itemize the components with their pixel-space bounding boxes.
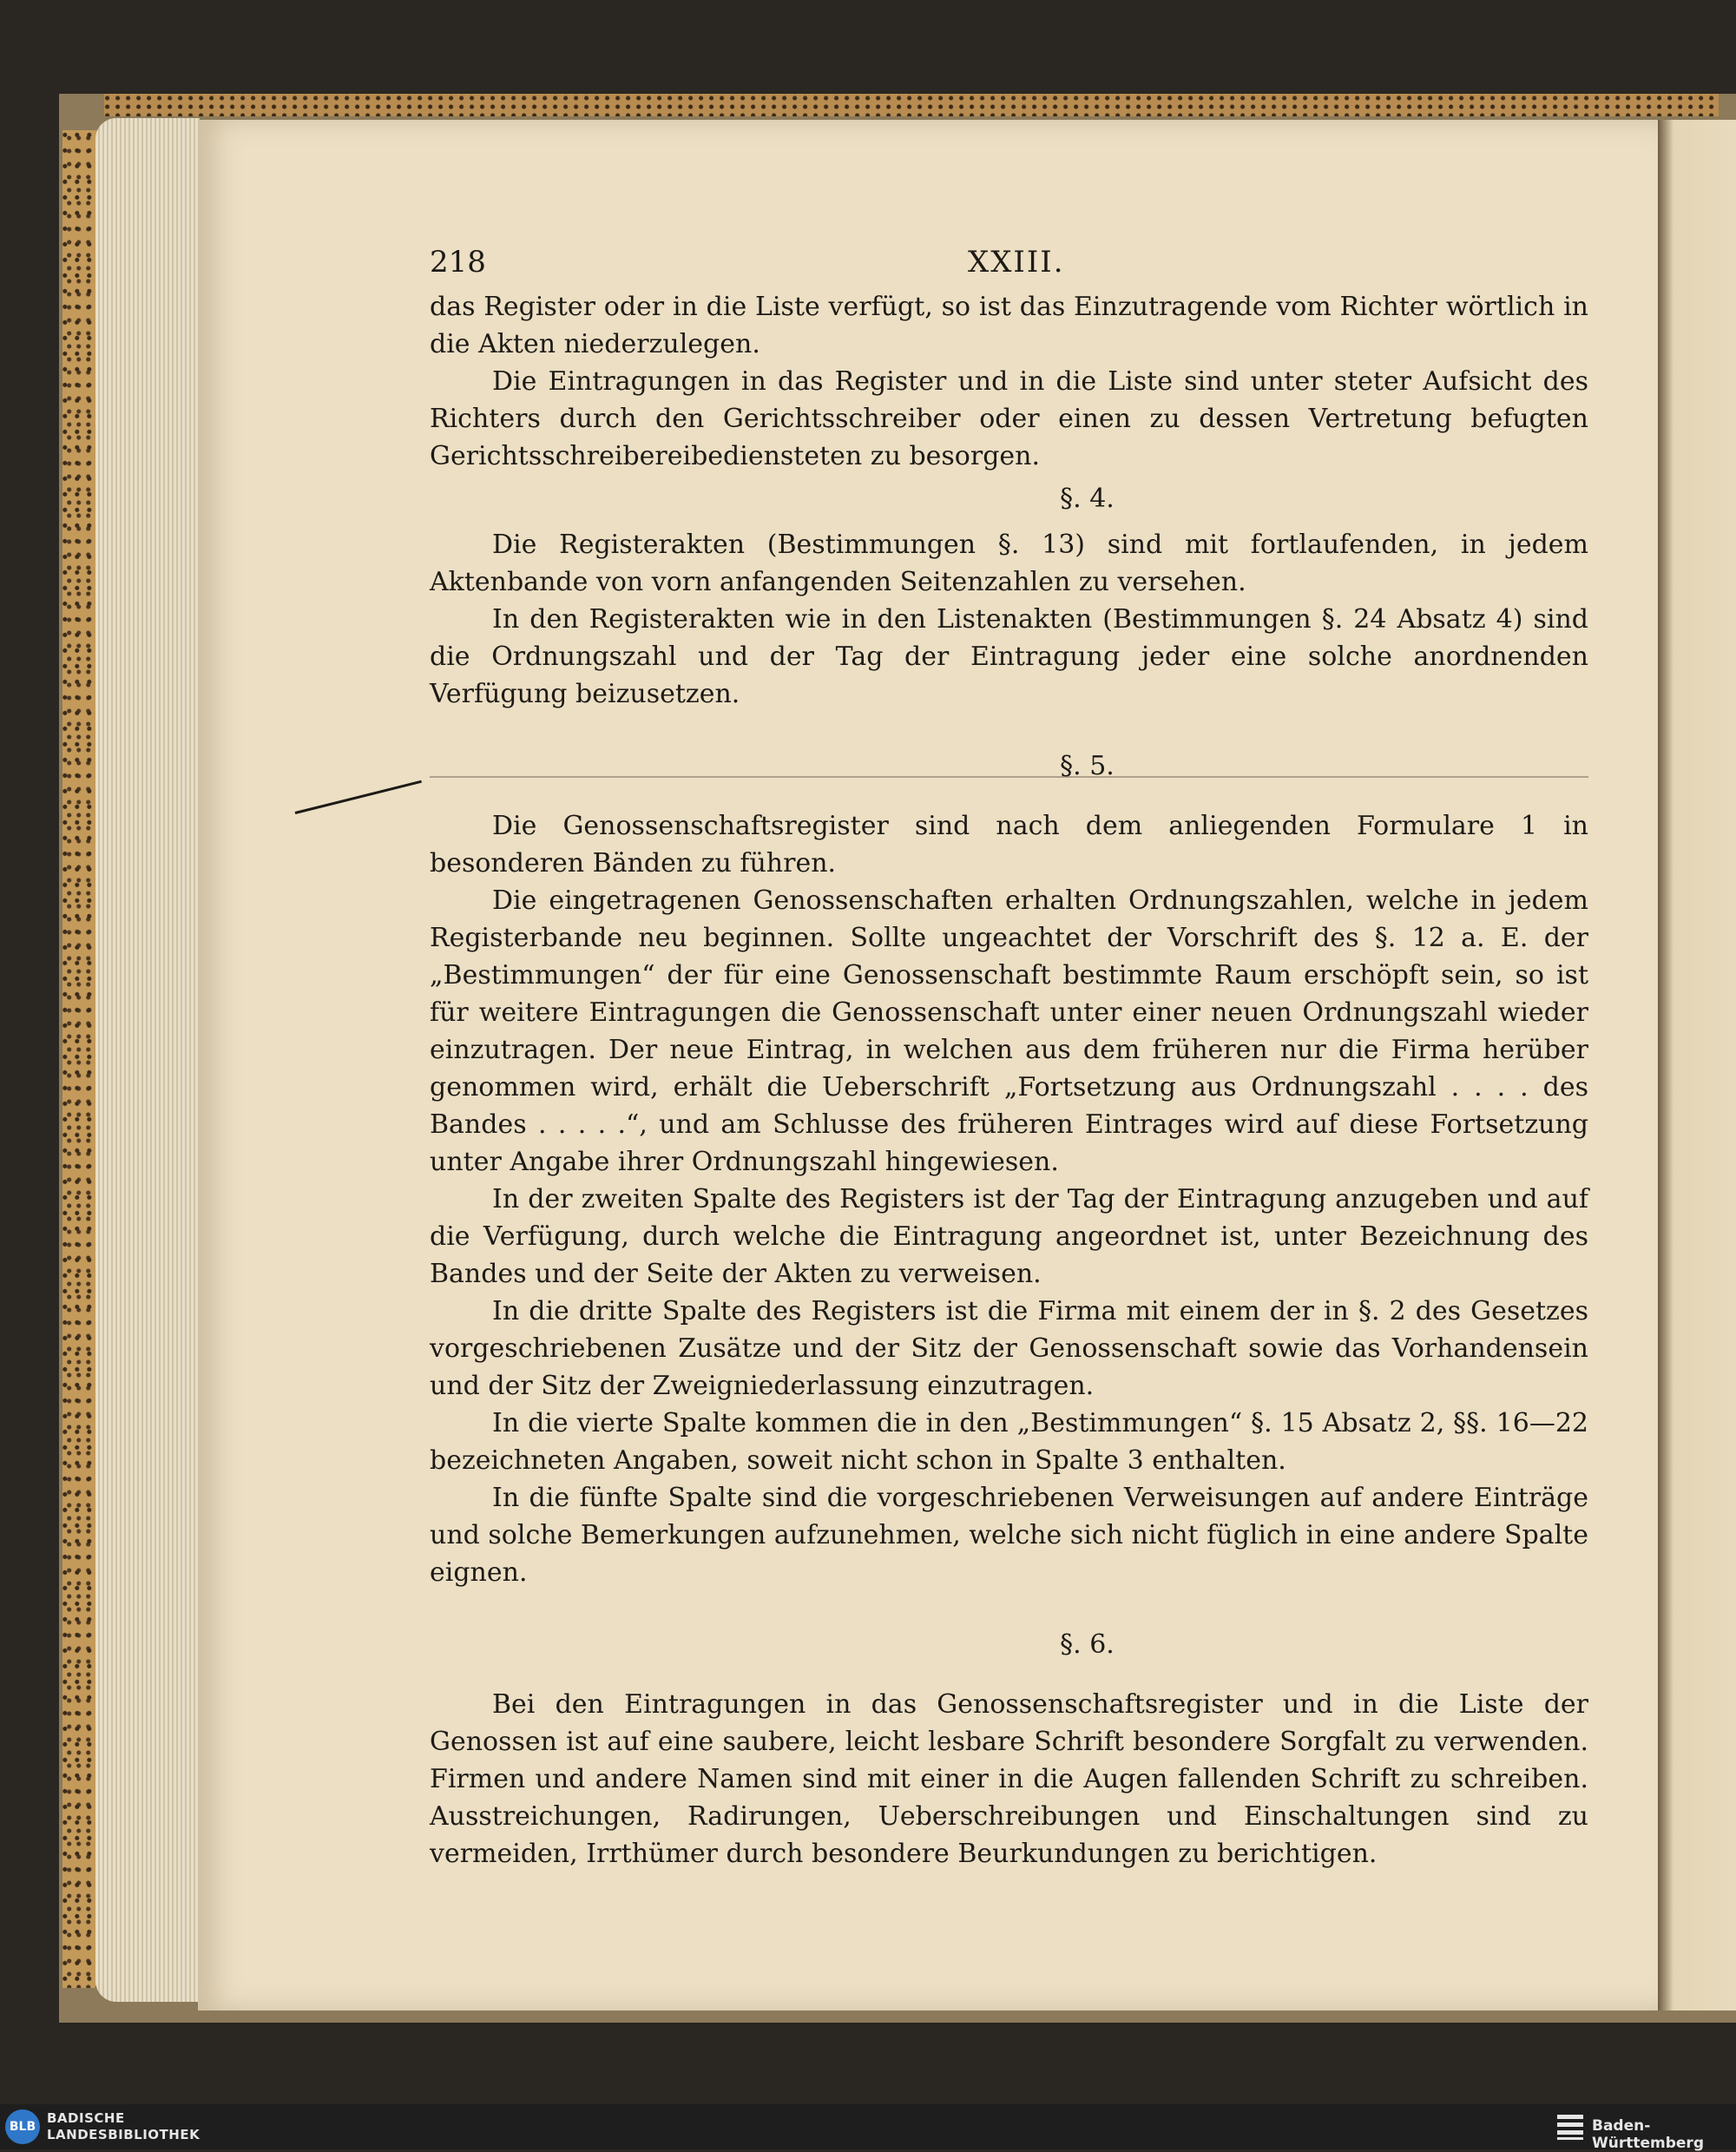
footer-bar [0, 2104, 1736, 2152]
paragraph: In den Registerakten wie in den Listenakten (Bestimmungen §. 24 Absatz 4) sind die Ordnungszahl und der Tag der Eintragung jeder eine solche anordnenden Verfügung beizusetzen. [430, 604, 1588, 709]
page-content [430, 245, 1588, 1872]
paragraph: In die fünfte Spalte sind die vorgeschriebenen Verweisungen auf andere Einträge und solche Bemerkungen aufzunehmen, welche sich nicht füglich in eine andere Spalte eignen. [430, 1483, 1588, 1588]
section-heading-6: §. 6. [1060, 1629, 1115, 1660]
section-heading-5: §. 5. [1060, 751, 1115, 781]
paragraph: Die Genossenschaftsregister sind nach dem anliegenden Formulare 1 in besonderen Bänden zu führen. [430, 811, 1588, 879]
paragraph: Bei den Eintragungen in das Genossenschaftsregister und in die Liste der Genossen ist auf eine saubere, leicht lesbare Schrift besondere Sorgfalt zu verwenden. Firmen und andere Namen sind mit einer in die Augen fallenden Schrift zu schreiben. Ausstreichungen, Radirungen, Ueberschreibungen und Einschaltungen sind zu vermeiden, Irrthümer durch besondere Beurkundungen zu berichtigen. [430, 1689, 1588, 1869]
paragraph: In die dritte Spalte des Registers ist die Firma mit einem der in §. 2 des Gesetzes vorgeschriebenen Zusätze und der Sitz der Genossenschaft sowie das Vorhandensein und der Sitz der Zweigniederlassung einzutragen. [430, 1296, 1588, 1401]
blb-name-line2: LANDESBIBLIOTHEK [47, 2127, 201, 2142]
page-header [430, 245, 1588, 288]
blb-name-line1: BADISCHE [47, 2110, 125, 2126]
paragraph-continuation: das Register oder in die Liste verfügt, so ist das Einzutragende vom Richter wörtlich in die Akten niederzulegen. [430, 292, 1588, 359]
blb-logo-icon[interactable]: BLB [5, 2109, 40, 2144]
paragraph: In der zweiten Spalte des Registers ist der Tag der Eintragung anzugeben und auf die Verfügung, durch welche die Eintragung angeordnet ist, unter Bezeichnung des Bandes und der Seite der Akten zu verweisen. [430, 1184, 1588, 1289]
page-stack-edge [95, 118, 200, 2002]
page-number: 218 [430, 245, 486, 280]
section-heading-4: §. 4. [1060, 484, 1115, 514]
next-page-edge [1658, 120, 1736, 2011]
baden-wuerttemberg-lions-icon [1555, 2112, 1585, 2142]
marbled-top-edge [104, 94, 1719, 116]
baden-wuerttemberg-label[interactable]: Baden-Württemberg [1592, 2117, 1704, 2152]
paragraph: Die Registerakten (Bestimmungen §. 13) sind mit fortlaufenden, in jedem Aktenbande von vorn anfangenden Seitenzahlen zu versehen. [430, 530, 1588, 597]
paragraph: Die Eintragungen in das Register und in die Liste sind unter steter Aufsicht des Richters durch den Gerichtsschreiber oder einen zu dessen Vertretung befugten Gerichtsschreibereibediensteten zu besorgen. [430, 366, 1588, 471]
paragraph: In die vierte Spalte kommen die in den „Bestimmungen“ §. 15 Absatz 2, §§. 16—22 bezeichneten Angaben, soweit nicht schon in Spalte 3 enthalten. [430, 1408, 1588, 1476]
running-head: XXIII. [968, 245, 1065, 280]
paragraph: Die eingetragenen Genossenschaften erhalten Ordnungszahlen, welche in jedem Registerbande neu beginnen. Sollte ungeachtet der Vorschrift des §. 12 a. E. der „Bestimmungen“ der für eine Genossenschaft bestimmte Raum erschöpft sein, so ist für weitere Eintragungen die Genossenschaft unter einer neuen Ordnungszahl wieder einzutragen. Der neue Eintrag, in welchen aus dem früheren nur die Firma herüber genommen wird, erhält die Ueberschrift „Fortsetzung aus Ordnungszahl . . . . des Bandes . . . . .“, und am Schlusse des früheren Eintrages wird auf diese Fortsetzung unter Angabe ihrer Ordnungszahl hingewiesen. [430, 885, 1588, 1177]
blb-library-name[interactable] [47, 2110, 200, 2143]
